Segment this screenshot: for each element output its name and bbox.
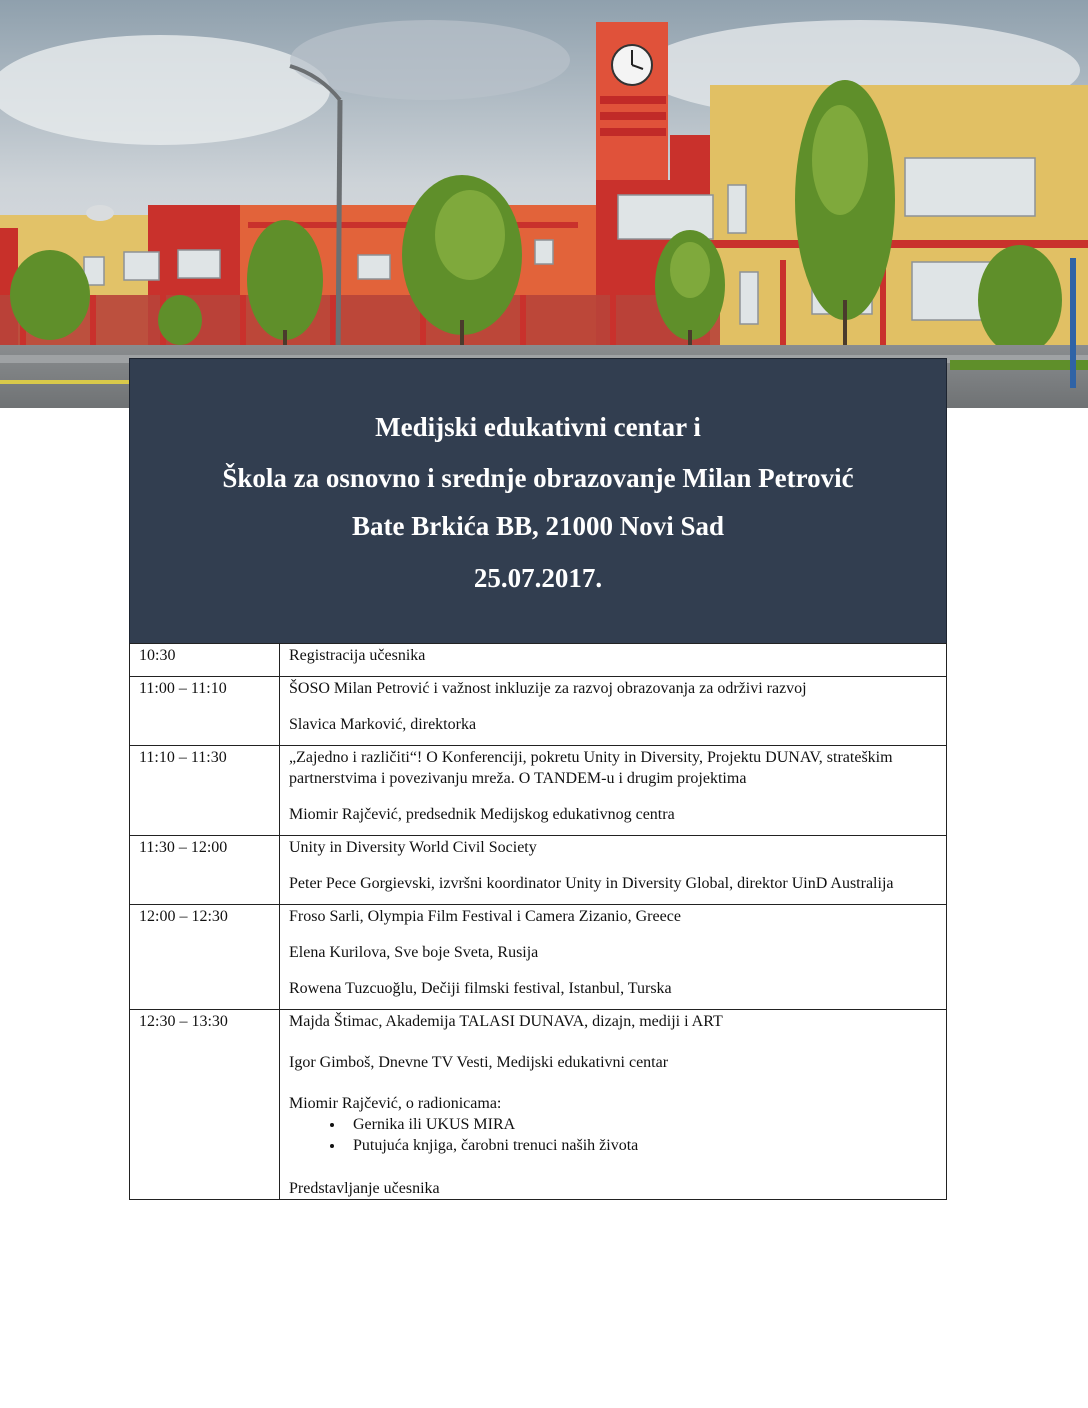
table-row (130, 644, 947, 677)
school-building-photo (0, 0, 1088, 408)
table-row (130, 1010, 947, 1200)
time-cell: 12:30 – 13:30 (130, 1010, 280, 1200)
table-row (130, 746, 947, 836)
time-cell: 11:30 – 12:00 (130, 836, 280, 905)
program-cell (280, 746, 947, 836)
list-item: • Putujuća knjiga, čarobni trenuci naših života (345, 1135, 938, 1156)
time-cell: 11:00 – 11:10 (130, 677, 280, 746)
table-row (130, 836, 947, 905)
program-cell (280, 1010, 947, 1200)
title-line-address: Bate Brkića BB, 21000 Novi Sad (351, 511, 725, 541)
table-row (130, 905, 947, 1010)
speaker-text: Slavica Marković, direktorka (289, 716, 477, 733)
event-title-box (129, 358, 947, 644)
speaker-text: Elena Kurilova, Sve boje Sveta, Rusija (289, 944, 539, 961)
program-text: Predstavljanje učesnika (289, 1180, 440, 1197)
speaker-text: Miomir Rajčević, o radionicama: (289, 1095, 502, 1112)
speaker-text: Igor Gimboš, Dnevne TV Vesti, Medijski edukativni centar (289, 1054, 669, 1071)
workshop-list (289, 1114, 938, 1156)
program-cell (280, 836, 947, 905)
title-line-organizer: Medijski edukativni centar i (375, 412, 701, 442)
table-row (130, 677, 947, 746)
speaker-text: Rowena Tuzcuoğlu, Dečiji filmski festival, Istanbul, Turska (289, 980, 672, 997)
speaker-text: Majda Štimac, Akademija TALASI DUNAVA, dizajn, mediji i ART (289, 1013, 723, 1030)
title-line-school: Škola za osnovno i srednje obrazovanje Milan Petrović (222, 463, 854, 493)
program-text: „Zajedno i različiti“! O Konferenciji, pokretu Unity in Diversity, Projektu DUNAV, strateškim partnerstvima i povezivanju mreža. O TANDEM-u i drugim projektima (289, 749, 893, 787)
program-text: Unity in Diversity World Civil Society (289, 839, 537, 856)
speaker-text: Miomir Rajčević, predsednik Medijskog edukativnog centra (289, 806, 675, 823)
speaker-text: Peter Pece Gorgievski, izvršni koordinator Unity in Diversity Global, direktor UinD Australija (289, 875, 894, 892)
speaker-text: Froso Sarli, Olympia Film Festival i Camera Zizanio, Greece (289, 908, 681, 925)
program-cell (280, 677, 947, 746)
program-cell (280, 644, 947, 677)
list-item: • Gernika ili UKUS MIRA (345, 1114, 938, 1135)
title-line-date: 25.07.2017. (473, 563, 603, 593)
schedule-table (129, 643, 947, 1200)
program-text: Registracija učesnika (289, 647, 426, 664)
time-cell: 10:30 (130, 644, 280, 677)
time-cell: 11:10 – 11:30 (130, 746, 280, 836)
time-cell: 12:00 – 12:30 (130, 905, 280, 1010)
program-text: ŠOSO Milan Petrović i važnost inkluzije za razvoj obrazovanja za održivi razvoj (289, 680, 807, 697)
program-cell (280, 905, 947, 1010)
